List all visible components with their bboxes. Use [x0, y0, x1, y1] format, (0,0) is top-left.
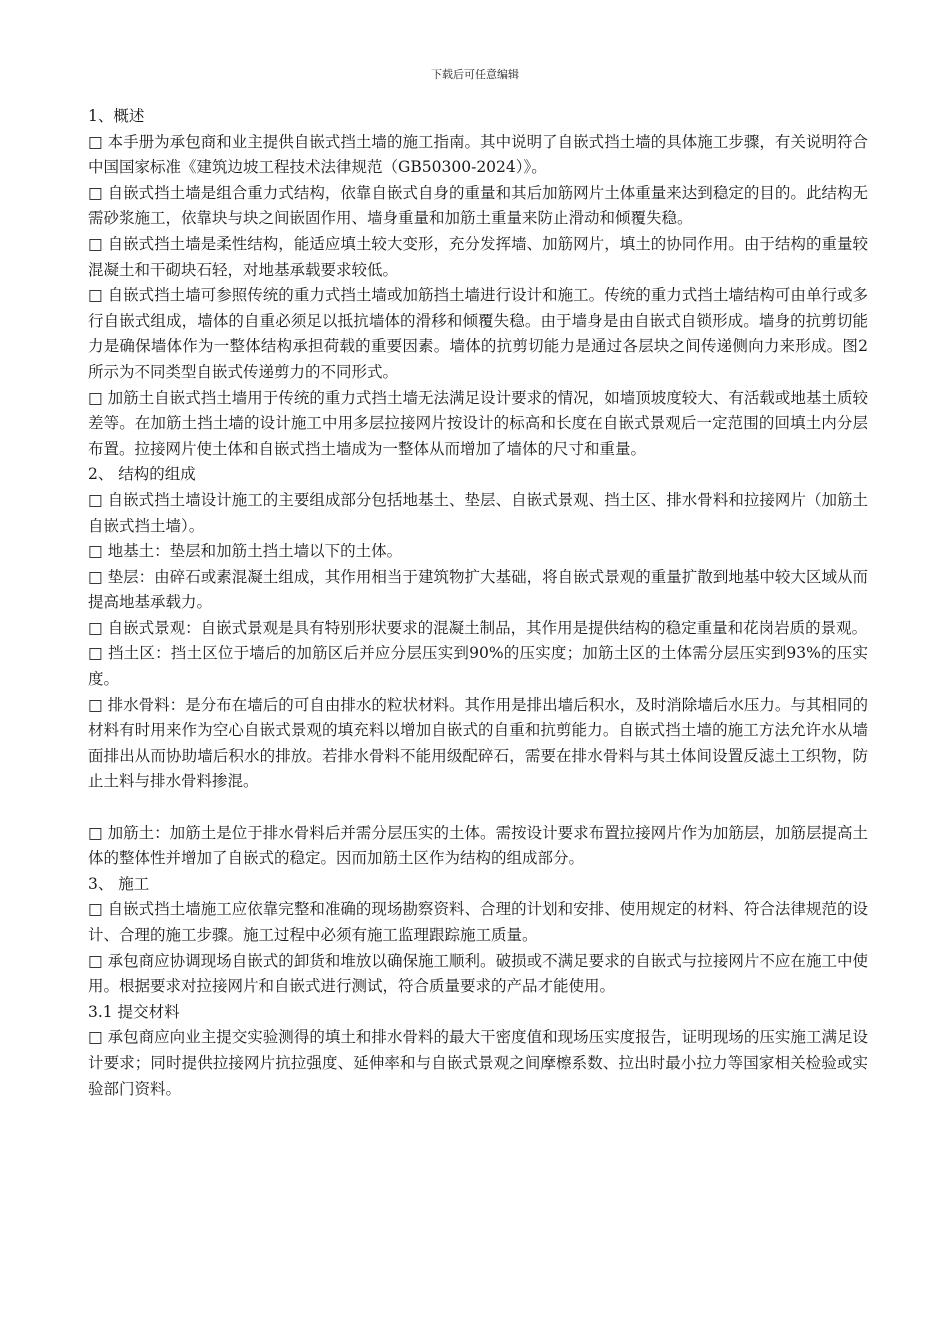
section-heading-construction: 3、 施工	[88, 874, 150, 893]
paragraph: □ 自嵌式挡土墙是组合重力式结构，依靠自嵌式自身的重量和其后加筋网片土体重量来达到稳定的目的。此结构无需砂浆施工，依靠块与块之间嵌固作用、墙身重量和加筋土重量来防止滑动和倾覆失稳。	[88, 183, 868, 228]
paragraph: □ 挡土区：挡土区位于墙后的加筋区后并应分层压实到90%的压实度；加筋土区的土体需分层压实到93%的压实度。	[88, 644, 868, 689]
paragraph: □ 加筋土自嵌式挡土墙用于传统的重力式挡土墙无法满足设计要求的情况，如墙顶坡度较大、有活载或地基土质较差等。在加筋土挡土墙的设计施工中用多层拉接网片按设计的标高和长度在自嵌式景观后一定范围的回填土内分层布置。拉接网片使土体和自嵌式挡土墙成为一整体从而增加了墙体的尺寸和重量。	[88, 388, 868, 458]
page-header: 下载后可任意编辑	[431, 68, 519, 81]
paragraph: □ 自嵌式挡土墙设计施工的主要组成部分包括地基土、垫层、自嵌式景观、挡土区、排水骨料和拉接网片（加筋土自嵌式挡土墙）。	[88, 490, 868, 535]
section-heading-overview: 1、概述	[88, 107, 145, 125]
paragraph: □ 自嵌式景观：自嵌式景观是具有特别形状要求的混凝土制品，其作用是提供结构的稳定重量和花岗岩质的景观。	[88, 618, 868, 637]
paragraph: □ 自嵌式挡土墙施工应依靠完整和准确的现场勘察资料、合理的计划和安排、使用规定的材料、符合法律规范的设计、合理的施工步骤。施工过程中必须有施工监理跟踪施工质量。	[88, 900, 868, 944]
paragraph: □ 自嵌式挡土墙是柔性结构，能适应填土较大变形，充分发挥墙、加筋网片，填土的协同作用。由于结构的重量较混凝土和干砌块石轻，对地基承载要求较低。	[88, 234, 868, 279]
section-heading-structure: 2、 结构的组成	[88, 465, 196, 484]
subsection-heading-materials: 3.1 提交材料	[88, 1002, 180, 1021]
paragraph: □ 垫层：由碎石或素混凝土组成，其作用相当于建筑物扩大基础，将自嵌式景观的重量扩散到地基中较大区域从而提高地基承载力。	[88, 567, 868, 612]
paragraph: □ 地基土：垫层和加筋土挡土墙以下的土体。	[88, 542, 403, 561]
paragraph: □ 承包商应向业主提交实验测得的填土和排水骨料的最大干密度值和现场压实度报告，证明现场的压实施工满足设计要求；同时提供拉接网片抗拉强度、延伸率和与自嵌式景观之间摩檫系数、拉出时最小拉力等国家相关检验或实验部门资料。	[88, 1028, 868, 1098]
paragraph: □ 自嵌式挡土墙可参照传统的重力式挡土墙或加筋挡土墙进行设计和施工。传统的重力式挡土墙结构可由单行或多行自嵌式组成，墙体的自重必须足以抵抗墙体的滑移和倾覆失稳。由于墙身是由自嵌式自锁形成。墙身的抗剪切能力是确保墙体作为一整体结构承担荷载的重要因素。墙体的抗剪切能力是通过各层块之间传递侧向力来形成。图2所示为不同类型自嵌式传递剪力的不同形式。	[88, 286, 868, 381]
document-body	[88, 104, 868, 1102]
paragraph: □ 本手册为承包商和业主提供自嵌式挡土墙的施工指南。其中说明了自嵌式挡土墙的具体施工步骤，有关说明符合中国国家标准《建筑边坡工程技术法律规范（GB50300-2024）》。	[88, 132, 868, 177]
paragraph: □ 加筋土：加筋土是位于排水骨料后并需分层压实的土体。需按设计要求布置拉接网片作为加筋层，加筋层提高土体的整体性并增加了自嵌式的稳定。因而加筋土区作为结构的组成部分。	[88, 823, 868, 868]
paragraph: □ 承包商应协调现场自嵌式的卸货和堆放以确保施工顺利。破损或不满足要求的自嵌式与拉接网片不应在施工中使用。根据要求对拉接网片和自嵌式进行测试，符合质量要求的产品才能使用。	[88, 951, 868, 996]
paragraph: □ 排水骨料：是分布在墙后的可自由排水的粒状材料。其作用是排出墙后积水，及时消除墙后水压力。与其相同的材料有时用来作为空心自嵌式景观的填充料以增加自嵌式的自重和抗剪能力。自嵌式挡土墙的施工方法允许水从墙面排出从而协助墙后积水的排放。若排水骨料不能用级配碎石，需要在排水骨料与其土体间设置反滤土工织物，防止土料与排水骨料掺混。	[88, 695, 868, 791]
